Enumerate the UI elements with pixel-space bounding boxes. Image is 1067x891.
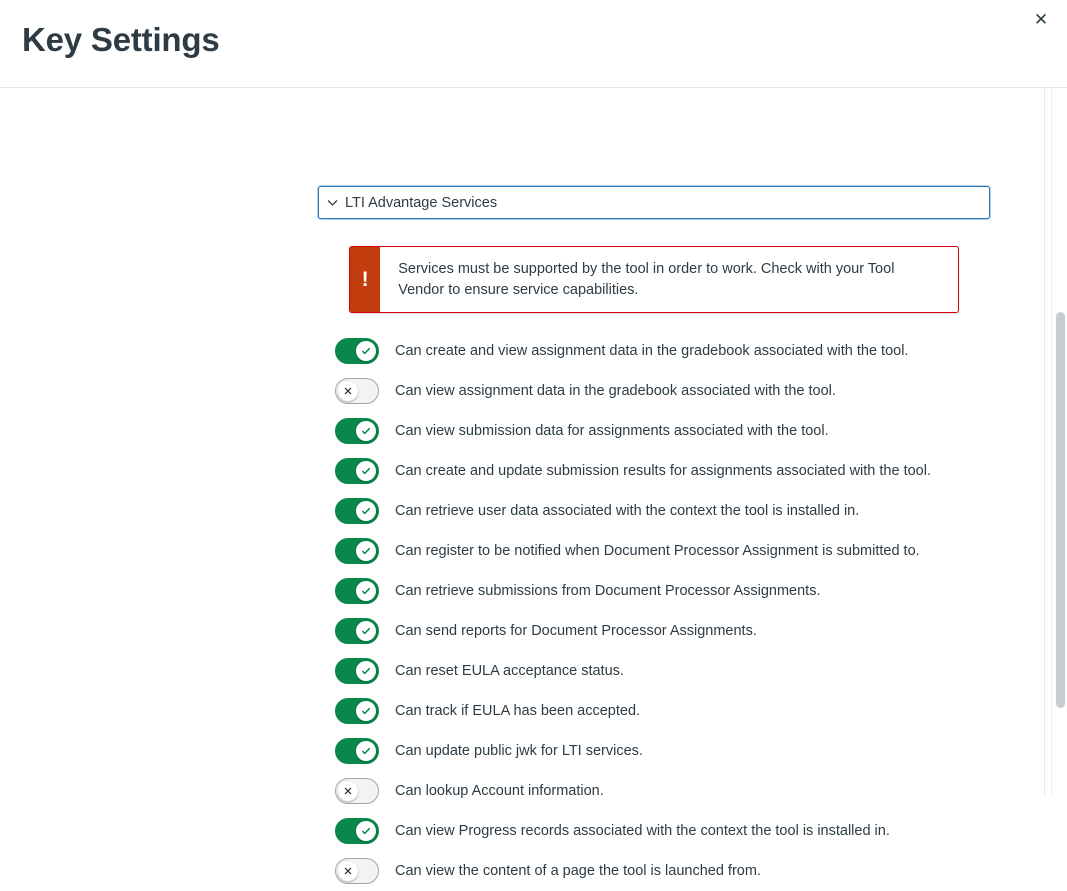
toggle-label: Can reset EULA acceptance status. [395,663,624,680]
toggle-row [318,611,990,651]
toggle-label: Can update public jwk for LTI services. [395,743,643,760]
toggle-row [318,771,990,811]
accordion-lti-advantage-services[interactable] [318,186,990,219]
check-icon [356,421,376,441]
toggle-label: Can view the content of a page the tool is launched from. [395,863,761,880]
vertical-scrollbar[interactable] [1051,88,1067,797]
toggle-row [318,371,990,411]
toggle-switch[interactable] [335,778,379,804]
toggle-row [318,851,990,891]
accordion-label: LTI Advantage Services [345,194,498,211]
toggle-row [318,571,990,611]
toggle-row [318,651,990,691]
check-icon [356,341,376,361]
scrollbar-thumb[interactable] [1056,312,1065,708]
check-icon [356,461,376,481]
toggle-row [318,411,990,451]
chevron-down-icon [319,196,345,209]
settings-content [318,88,990,891]
toggle-row [318,731,990,771]
toggle-label: Can view assignment data in the gradebook associated with the tool. [395,383,836,400]
toggle-label: Can create and view assignment data in the gradebook associated with the tool. [395,343,909,360]
x-icon [338,381,358,401]
toggle-label: Can view submission data for assignments associated with the tool. [395,423,829,440]
page-title: Key Settings [22,21,220,58]
toggle-switch[interactable] [335,578,379,604]
modal-body [0,88,1067,880]
toggle-switch[interactable] [335,618,379,644]
x-icon [338,861,358,881]
toggle-switch[interactable] [335,458,379,484]
check-icon [356,741,376,761]
toggle-label: Can view Progress records associated with the context the tool is installed in. [395,823,890,840]
check-icon [356,501,376,521]
toggle-row [318,811,990,851]
check-icon [356,581,376,601]
close-icon[interactable]: ✕ [1027,6,1055,34]
service-toggle-list [318,331,990,891]
modal-header [0,0,1067,88]
toggle-switch[interactable] [335,818,379,844]
toggle-row [318,491,990,531]
toggle-switch[interactable] [335,538,379,564]
check-icon [356,821,376,841]
toggle-row [318,451,990,491]
toggle-row [318,691,990,731]
content-divider [1044,88,1045,797]
toggle-row [318,331,990,371]
warning-exclamation-icon: ! [350,247,380,312]
toggle-row [318,531,990,571]
toggle-label: Can retrieve user data associated with the context the tool is installed in. [395,503,860,520]
toggle-label: Can track if EULA has been accepted. [395,703,641,720]
toggle-switch[interactable] [335,658,379,684]
alert-message: Services must be supported by the tool in order to work. Check with your Tool Vendor to ensure service capabilities. [398,261,895,298]
x-icon [338,781,358,801]
toggle-switch[interactable] [335,378,379,404]
toggle-switch[interactable] [335,338,379,364]
toggle-switch[interactable] [335,498,379,524]
toggle-label: Can retrieve submissions from Document Processor Assignments. [395,583,821,600]
toggle-label: Can send reports for Document Processor Assignments. [395,623,757,640]
service-support-alert [349,246,959,313]
check-icon [356,621,376,641]
check-icon [356,661,376,681]
toggle-switch[interactable] [335,858,379,884]
toggle-switch[interactable] [335,698,379,724]
check-icon [356,701,376,721]
toggle-switch[interactable] [335,418,379,444]
toggle-label: Can register to be notified when Document Processor Assignment is submitted to. [395,543,920,560]
toggle-switch[interactable] [335,738,379,764]
toggle-label: Can lookup Account information. [395,783,604,800]
check-icon [356,541,376,561]
toggle-label: Can create and update submission results for assignments associated with the tool. [395,463,931,480]
